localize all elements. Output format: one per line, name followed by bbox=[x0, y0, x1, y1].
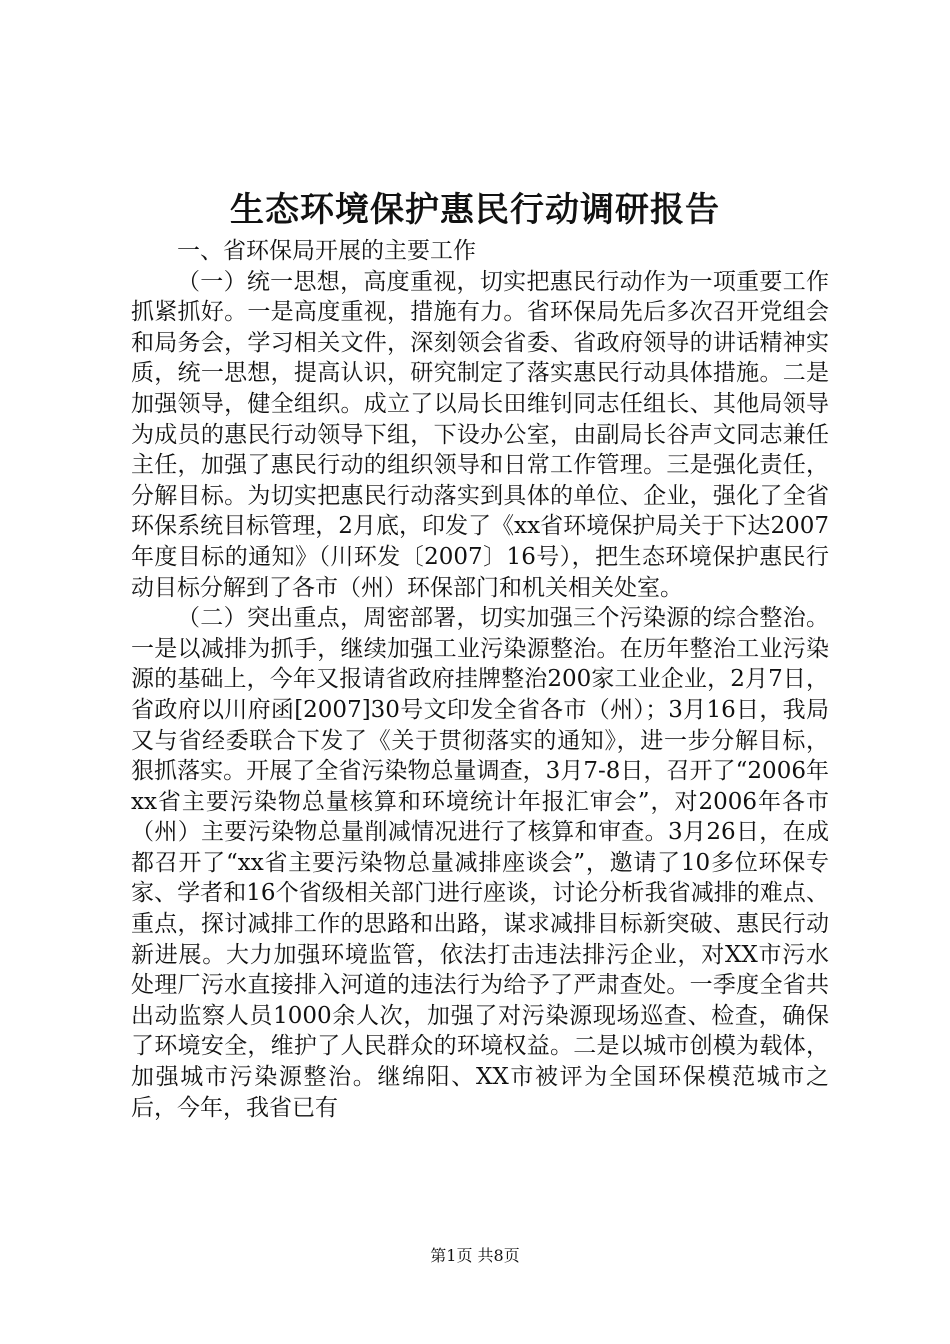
page-number: 第1页 共8页 bbox=[430, 1246, 520, 1265]
document-title: 生态环境保护惠民行动调研报告 bbox=[230, 190, 720, 230]
paragraph-2: （二）突出重点，周密部署，切实加强三个污染源的综合整治。一是以减排为抓手，继续加强工业污染源整治。在历年整治工业污染源的基础上，今年又报请省政府挂牌整治200家工业企业，2月7日，省政府以川府函[2007]30号文印发全省各市（州）；3月16日，我局又与省经委联合下发了《关于贯彻落实的通知》，进一步分解目标，狠抓落实。开展了全省污染物总量调查，3月7-8日，召开了“2006年xx省主要污染物总量核算和环境统计年报汇审会”，对2006年各市（州）主要污染物总量削减情况进行了核算和审查。3月26日，在成都召开了“xx省主要污染物总量减排座谈会”，邀请了10多位环保专家、学者和16个省级相关部门进行座谈，讨论分析我省减排的难点、重点，探讨减排工作的思路和出路，谋求减排目标新突破、惠民行动新进展。大力加强环境监管，依法打击违法排污企业，对XX市污水处理厂污水直接排入河道的违法行为给予了严肃查处。一季度全省共出动监察人员1000余人次，加强了对污染源现场巡查、检查，确保了环境安全，维护了人民群众的环境权益。二是以城市创模为载体，加强城市污染源整治。继绵阳、XX市被评为全国环保模范城市之后，今年，我省已有 bbox=[131, 605, 829, 1121]
paragraph-1: （一）统一思想，高度重视，切实把惠民行动作为一项重要工作抓紧抓好。一是高度重视，措施有力。省环保局先后多次召开党组会和局务会，学习相关文件，深刻领会省委、省政府领导的讲话精神实质，统一思想，提高认识，研究制定了落实惠民行动具体措施。二是加强领导，健全组织。成立了以局长田维钊同志任组长、其他局领导为成员的惠民行动领导下组，下设办公室，由副局长谷声文同志兼任主任，加强了惠民行动的组织领导和日常工作管理。三是强化责任，分解目标。为切实把惠民行动落实到具体的单位、企业，强化了全省环保系统目标管理，2月底，印发了《xx省环境保护局关于下达2007年度目标的通知》（川环发〔2007〕16号），把生态环境保护惠民行动目标分解到了各市（州）环保部门和机关相关处室。 bbox=[131, 268, 829, 601]
section-heading: 一、省环保局开展的主要工作 bbox=[177, 238, 476, 264]
document-body bbox=[131, 236, 829, 1123]
